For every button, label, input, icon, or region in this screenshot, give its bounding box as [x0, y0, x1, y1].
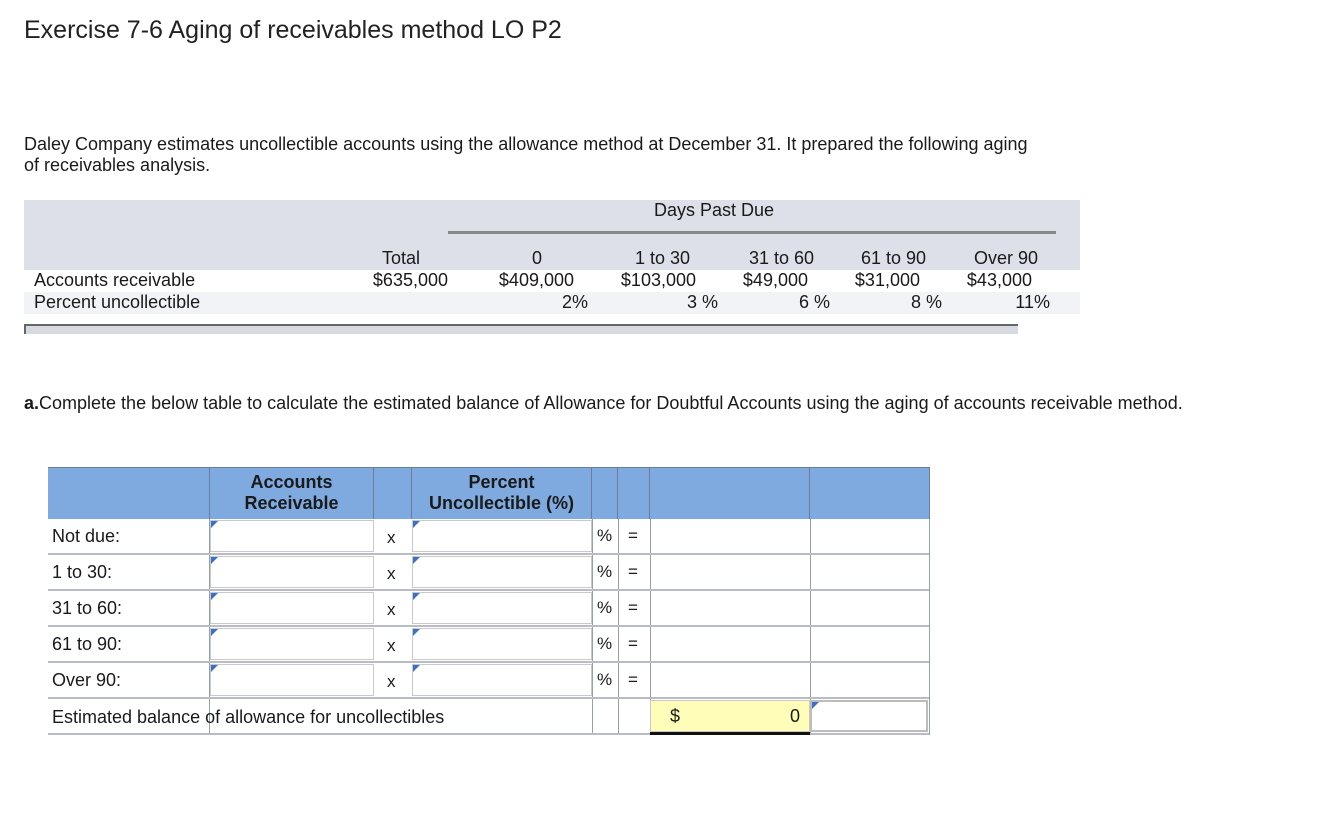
intro-text: Daley Company estimates uncollectible accounts using the allowance method at December 31. It prepared the following aging of receivables analysis.: [24, 134, 1028, 175]
days-past-due-label: Days Past Due: [653, 200, 775, 220]
ar-61-90: $31,000: [854, 270, 920, 290]
equals-sign: =: [628, 634, 638, 653]
row-label-percent-uncollectible: Percent uncollectible: [34, 292, 201, 312]
equals-sign: =: [628, 526, 638, 545]
pct-input-1-30[interactable]: [412, 556, 592, 588]
part-a-text: Complete the below table to calculate the estimated balance of Allowance for Doubtful Accounts using the aging of accounts receivable method.: [39, 393, 1183, 413]
row-label-31-60: 31 to 60:: [52, 598, 123, 618]
row-label-accounts-receivable: Accounts receivable: [34, 270, 196, 290]
times-sign: x: [387, 600, 396, 619]
row-label-not-due: Not due:: [52, 526, 121, 546]
horizontal-scrollbar[interactable]: [24, 324, 1018, 334]
col-header-1-30: 1 to 30: [634, 248, 690, 268]
equals-sign: =: [628, 670, 638, 689]
ar-input-31-60[interactable]: [210, 592, 374, 624]
row-divider: [48, 697, 929, 699]
grid-line: [592, 519, 593, 735]
times-sign: x: [387, 636, 396, 655]
ar-0: $409,000: [498, 270, 574, 290]
pct-0: 2%: [561, 292, 588, 312]
currency-sign: $: [670, 706, 681, 726]
times-sign: x: [387, 564, 396, 583]
row-divider: [48, 553, 929, 555]
header-accounts-receivable: Accounts Receivable: [210, 467, 374, 519]
col-header-total: Total: [381, 248, 420, 268]
header-blank: [48, 467, 210, 519]
header-times-col: [374, 467, 412, 519]
total-extra-input[interactable]: [810, 700, 928, 732]
pct-61-90: 8 %: [910, 292, 942, 312]
percent-sign: %: [597, 670, 613, 689]
ar-over-90: $43,000: [966, 270, 1032, 290]
ar-input-61-90[interactable]: [210, 628, 374, 660]
page-title: Exercise 7-6 Aging of receivables method LO P2: [24, 16, 562, 44]
total-value: 0: [790, 706, 801, 726]
row-divider: [48, 589, 929, 591]
col-header-over-90: Over 90: [973, 248, 1038, 268]
ar-31-60: $49,000: [742, 270, 808, 290]
pct-31-60: 6 %: [798, 292, 830, 312]
col-header-31-60: 31 to 60: [748, 248, 814, 268]
times-sign: x: [387, 672, 396, 691]
pct-input-over-90[interactable]: [412, 664, 592, 696]
part-a-instructions: [24, 393, 1264, 414]
pct-input-61-90[interactable]: [412, 628, 592, 660]
percent-sign: %: [597, 562, 613, 581]
col-header-61-90: 61 to 90: [860, 248, 926, 268]
pct-input-not-due[interactable]: [412, 520, 592, 552]
header-percent-uncollectible: Percent Uncollectible (%): [412, 467, 592, 519]
grid-line: [618, 519, 619, 735]
ar-1-30: $103,000: [620, 270, 696, 290]
percent-sign: %: [597, 598, 613, 617]
row-label-61-90: 61 to 90:: [52, 634, 123, 654]
worksheet-table: [48, 467, 930, 737]
days-past-due-rule: [448, 231, 1056, 234]
col-header-0: 0: [531, 248, 542, 268]
row-label-1-30: 1 to 30:: [52, 562, 113, 582]
total-double-underline: [650, 732, 810, 735]
percent-sign: %: [597, 526, 613, 545]
ar-input-over-90[interactable]: [210, 664, 374, 696]
times-sign: x: [387, 528, 396, 547]
header-extra-col: [810, 467, 930, 519]
equals-sign: =: [628, 598, 638, 617]
row-divider: [48, 625, 929, 627]
row-divider: [48, 661, 929, 663]
row-label-over-90: Over 90:: [52, 670, 122, 690]
pct-over-90: 11%: [1015, 292, 1050, 312]
header-eq-col: [618, 467, 650, 519]
header-pct-col: [592, 467, 618, 519]
pct-1-30: 3 %: [686, 292, 718, 312]
part-a-letter: a.: [24, 393, 40, 413]
ar-total: $635,000: [372, 270, 448, 290]
header-result-col: [650, 467, 810, 519]
pct-input-31-60[interactable]: [412, 592, 592, 624]
equals-sign: =: [628, 562, 638, 581]
ar-input-not-due[interactable]: [210, 520, 374, 552]
total-row-label: Estimated balance of allowance for uncollectibles: [52, 707, 445, 727]
grid-line: [929, 519, 930, 735]
percent-sign: %: [597, 634, 613, 653]
aging-table: [24, 200, 1080, 336]
ar-input-1-30[interactable]: [210, 556, 374, 588]
